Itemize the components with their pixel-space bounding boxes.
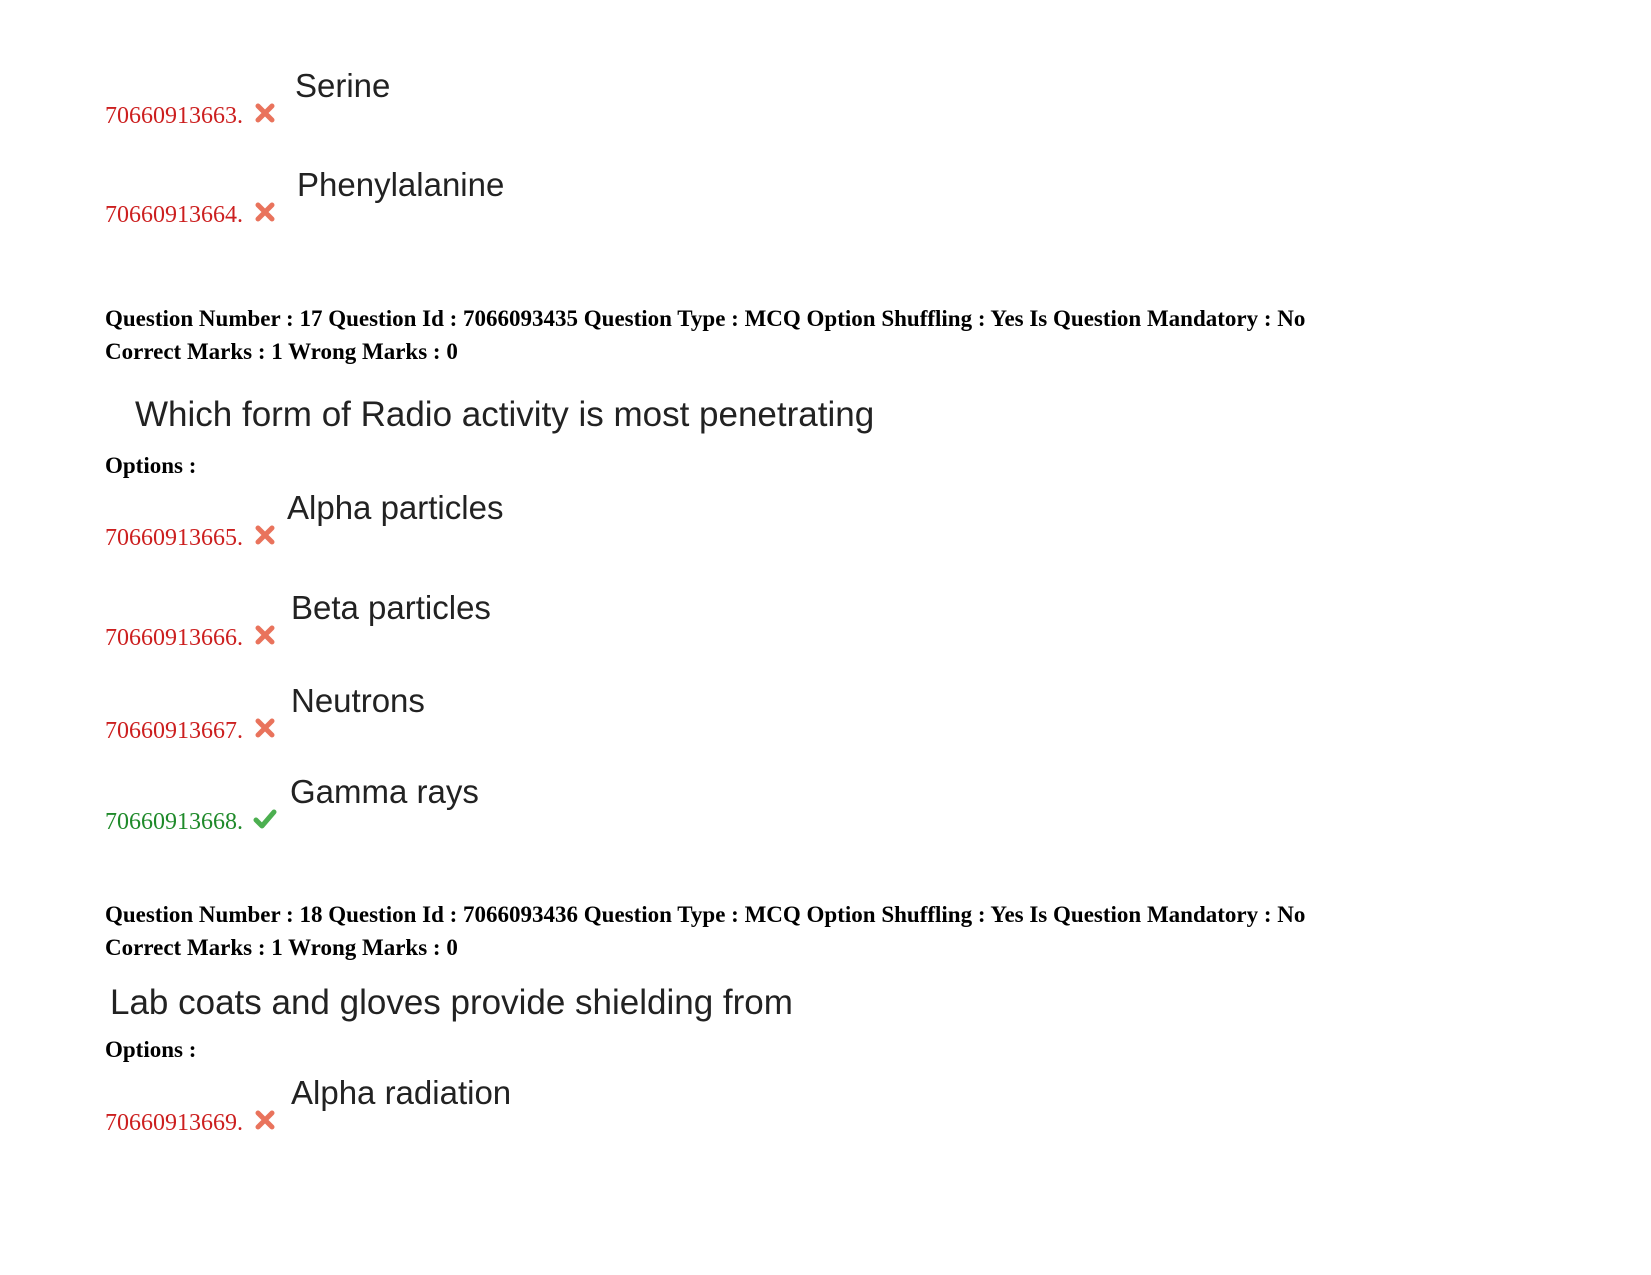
cross-icon <box>253 716 277 740</box>
options-label: Options : <box>105 453 197 478</box>
option-id: 70660913669. <box>105 1110 243 1136</box>
question-header <box>105 898 1305 964</box>
question-header <box>105 302 1305 368</box>
question-meta: Question Number : 18 Question Id : 7066093436 Question Type : MCQ Option Shuffling : Yes Is Question Mandatory : No <box>105 902 1306 927</box>
cross-icon <box>253 200 277 224</box>
option-row <box>105 490 805 550</box>
option-text: Alpha particles <box>287 489 504 526</box>
option-id: 70660913664. <box>105 202 243 228</box>
option-text: Neutrons <box>291 682 425 719</box>
cross-icon <box>253 523 277 547</box>
question-marks: Correct Marks : 1 Wrong Marks : 0 <box>105 339 458 364</box>
option-row <box>105 1075 805 1135</box>
option-id: 70660913665. <box>105 525 243 551</box>
option-text: Gamma rays <box>290 773 479 810</box>
question-text: Lab coats and gloves provide shielding from <box>110 983 793 1022</box>
option-text: Phenylalanine <box>297 166 505 203</box>
option-text: Alpha radiation <box>291 1074 512 1111</box>
option-row <box>105 68 805 128</box>
option-row <box>105 683 805 743</box>
option-id: 70660913663. <box>105 103 243 129</box>
option-row <box>105 167 805 227</box>
option-text: Serine <box>295 67 391 104</box>
option-row-correct <box>105 774 805 834</box>
cross-icon <box>253 1108 277 1132</box>
question-text: Which form of Radio activity is most penetrating <box>135 395 875 434</box>
option-id: 70660913667. <box>105 718 243 744</box>
question-marks: Correct Marks : 1 Wrong Marks : 0 <box>105 935 458 960</box>
options-label: Options : <box>105 1037 197 1062</box>
cross-icon <box>253 101 277 125</box>
question-meta: Question Number : 17 Question Id : 7066093435 Question Type : MCQ Option Shuffling : Yes Is Question Mandatory : No <box>105 306 1306 331</box>
option-row <box>105 590 805 650</box>
cross-icon <box>253 623 277 647</box>
option-text: Beta particles <box>291 589 491 626</box>
option-id: 70660913668. <box>105 809 243 835</box>
option-id: 70660913666. <box>105 625 243 651</box>
check-icon <box>251 807 279 831</box>
